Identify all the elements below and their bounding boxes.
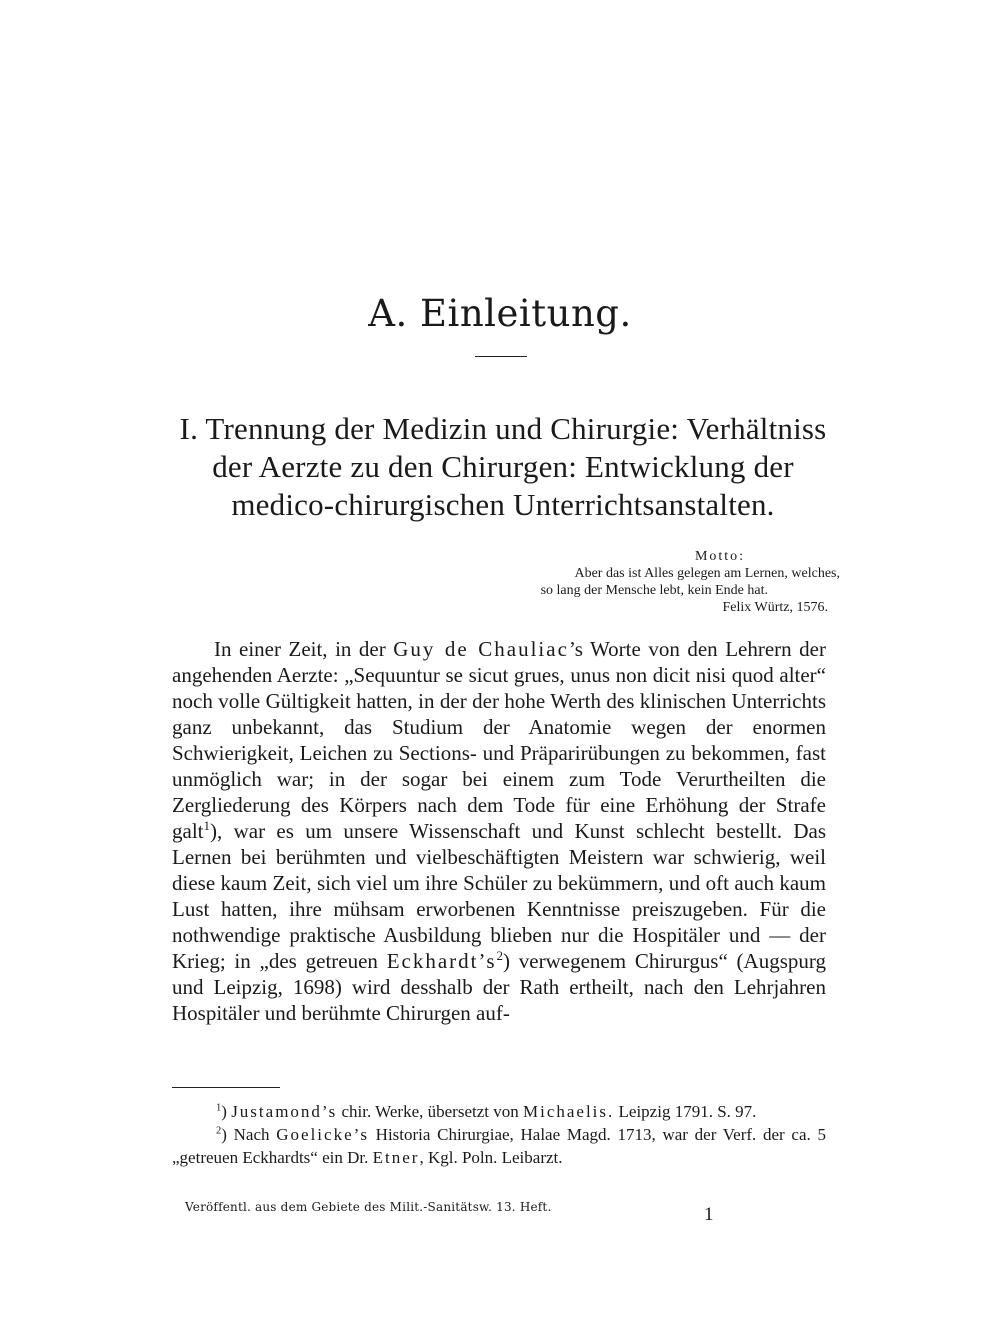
- series-footer: Veröffentl. aus dem Gebiete des Milit.-Sanitätsw. 13. Heft.: [185, 1200, 552, 1214]
- footnote-1: $^1$) Justamond’s chir. Werke, übersetzt von Michaelis. Leipzig 1791. S. 97.: [216, 1102, 757, 1121]
- footnote-mark: 1: [216, 1102, 222, 1114]
- footnote-text-run: chir. Werke, übersetzt von: [337, 1102, 523, 1121]
- footnote-mark: 2: [216, 1125, 222, 1137]
- footnote-ref-1: 1: [203, 818, 211, 833]
- motto-label: Motto:: [694, 549, 746, 564]
- author-name-eckhardt: Eckhardt’s: [386, 949, 497, 973]
- body-text-run: ’s Worte von den Lehrern der angehenden Aerzte: „Sequuntur se sicut grues, unus non dicit nisi quod alter“ noch volle Gültigkeit hatten, in der der hohe Werth des klinischen Unterrichts ganz unbekannt, das Studium der Anatomie wegen der enormen Schwierigkeit, Leichen zu Sections- und Präparirübungen zu bekommen, fast unmöglich war; in der sogar bei einem zum Tode Verurtheilten die Zergliederung des Körpers nach dem Tode für eine Erhöhung der Strafe galt: [172, 637, 826, 843]
- footnote-divider: [172, 1087, 280, 1088]
- footnote-text-run: , Kgl. Poln. Leibarzt.: [419, 1148, 563, 1167]
- footnote-text-run: Nach: [233, 1125, 277, 1144]
- body-text-run: ), war es um unsere Wissenschaft und Kunst schlecht bestellt. Das Lernen bei berühmten und vielbeschäftigten Meistern war schwierig, weil diese kaum Zeit, sich viel um ihre Schüler zu bekümmern, und oft auch kaum Lust hatten, ihre mühsam erworbenen Kenntnisse preiszugeben. Für die nothwendige praktische Ausbildung blieben nur die Hospitäler und — der Krieg; in „des getreuen: [172, 819, 826, 973]
- author-name-chauliac: Guy de Chauliac: [393, 637, 569, 661]
- footnote-text-run: Historia Chirurgiae, Halae Magd. 1713, war der Verf. der ca. 5 „getreuen Eckhardts“ ein Dr.: [172, 1125, 826, 1167]
- body-text: [172, 636, 826, 1026]
- body-text-run: In einer Zeit, in der: [214, 637, 394, 661]
- footnote-text-run: Leipzig 1791. S. 97.: [614, 1102, 757, 1121]
- footnotes: [172, 1100, 826, 1169]
- page-number: 1: [704, 1204, 714, 1225]
- motto-line-1: Aber das ist Alles gelegen am Lernen, welches,: [574, 566, 840, 581]
- footnote-2: $^2$) Nach Goelicke’s Historia Chirurgiae, Halae Magd. 1713, war der Verf. der ca. 5 „getreuen Eckhardts“ ein Dr. Etner, Kgl. Poln. Leibarzt.: [172, 1125, 826, 1167]
- footnote-author: Goelicke’s: [276, 1125, 369, 1144]
- title-divider: [475, 356, 527, 357]
- motto-line-2: so lang der Mensche lebt, kein Ende hat.: [540, 583, 768, 598]
- footnote-ref-2: 2: [496, 948, 504, 963]
- footnote-author: Etner: [372, 1148, 420, 1167]
- motto-block: [430, 548, 840, 616]
- motto-author: Felix Würtz, 1576.: [722, 600, 828, 615]
- body-text-run: ) verwegenem Chirurgus“ (Augspurg und Leipzig, 1698) wird desshalb der Rath ertheilt, nach den Lehrjahren Hospitäler und berühmte Chirurgen auf-: [172, 949, 826, 1025]
- page-title: A. Einleitung.: [368, 292, 632, 335]
- footnote-author: Justamond’s: [231, 1102, 338, 1121]
- section-heading: I. Trennung der Medizin und Chirurgie: Verhältniss der Aerzte zu den Chirurgen: Entwicklung der medico-chirurgischen Unterrichtsanstalten.: [179, 411, 827, 522]
- body-paragraph: [172, 636, 826, 1026]
- footnote-author: Michaelis.: [522, 1102, 615, 1121]
